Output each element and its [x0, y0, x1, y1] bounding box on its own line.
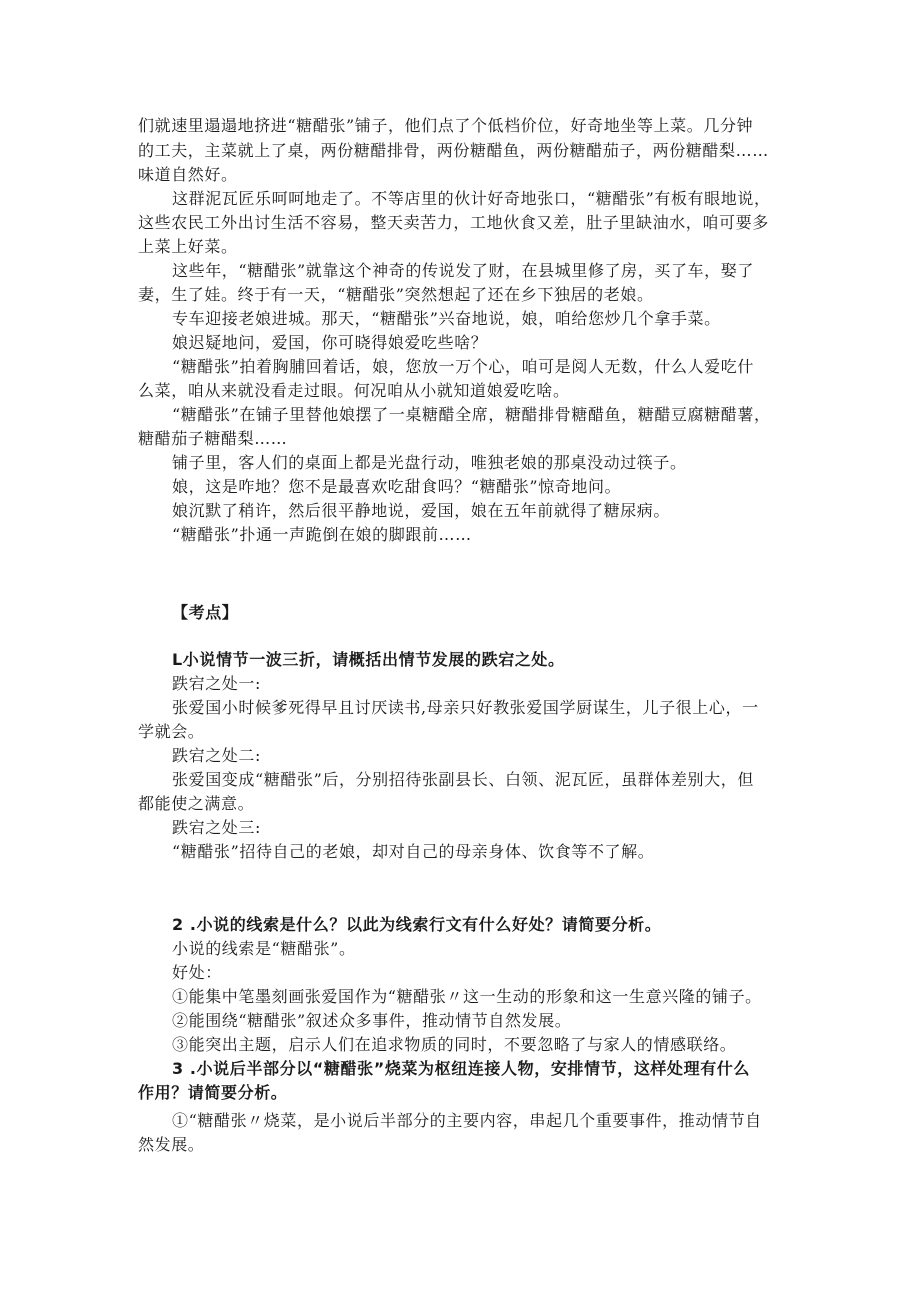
- story-line-10: 娘迟疑地问，爱国，你可晓得娘爱吃些啥？: [172, 333, 488, 352]
- story-line-17: 娘沉默了稍许，然后很平静地说，爱国，娘在五年前就得了糖尿病。: [172, 501, 671, 520]
- answer-3-line-2: 然发展。: [138, 1135, 205, 1154]
- question-3-line-2: 作用？请简要分析。: [138, 1083, 288, 1102]
- answer-2-line-5: ③能突出主题，启示人们在追求物质的同时，不要忽略了与家人的情感联络。: [172, 1035, 737, 1054]
- answer-1-text-3: “糖醋张”招待自己的老娘，却对自己的母亲身体、饮食等不了解。: [172, 842, 655, 861]
- question-2: 2 .小说的线索是什么？以此为线索行文有什么好处？请简要分析。: [172, 915, 662, 934]
- answer-2-line-1: 小说的线索是“糖醋张”。: [172, 939, 356, 958]
- story-line-16: 娘，这是咋地？您不是最喜欢吃甜食吗？“糖醋张”惊奇地问。: [172, 477, 622, 496]
- answer-2-line-3: ①能集中笔墨刻画张爱国作为“糖醋张〃这一生动的形象和这一生意兴隆的铺子。: [172, 987, 762, 1006]
- answer-1-label-3: 跌宕之处三:: [172, 818, 261, 837]
- answer-1-text-1a: 张爱国小时候爹死得早且讨厌读书,母亲只好教张爱国学厨谋生，儿子很上心，一: [172, 698, 759, 717]
- answer-1-label-1: 跌宕之处一:: [172, 674, 261, 693]
- answer-1-label-2: 跌宕之处二:: [172, 746, 261, 765]
- story-line-4: 这群泥瓦匠乐呵呵地走了。不等店里的伙计好奇地张口，“糖醋张”有板有眼地说，: [172, 189, 771, 208]
- story-line-15: 铺子里，客人们的桌面上都是光盘行动，唯独老娘的那桌没动过筷子。: [172, 453, 687, 472]
- story-line-12: 么菜，咱从来就没看走过眼。何况咱从小就知道娘爱吃啥。: [138, 381, 570, 400]
- answer-1-text-1b: 学就会。: [138, 722, 205, 741]
- story-line-5: 这些农民工外出讨生活不容易，整天卖苦力，工地伙食又差，肚子里缺油水，咱可要多: [138, 213, 769, 232]
- story-line-18: “糖醋张”扑通一声跪倒在娘的脚跟前……: [172, 525, 472, 544]
- answer-2-line-2: 好处：: [172, 963, 222, 982]
- question-3-line-1: 3 .小说后半部分以“糖醋张”烧菜为枢纽连接人物，安排情节，这样处理有什么: [172, 1059, 751, 1078]
- section-heading-kaodian: 【考点】: [172, 603, 239, 622]
- story-line-7: 这些年，“糖醋张”就靠这个神奇的传说发了财，在县城里修了房，买了车，娶了: [172, 261, 754, 280]
- story-line-3: 味道自然好。: [138, 165, 238, 184]
- question-1: L小说情节一波三折，请概括出情节发展的跌宕之处。: [172, 650, 565, 669]
- story-line-2: 的工夫，主菜就上了桌，两份糖醋排骨，两份糖醋鱼，两份糖醋茄子，两份糖醋梨……: [138, 141, 769, 160]
- story-line-14: 糖醋茄子糖醋梨……: [138, 429, 288, 448]
- story-line-11: “糖醋张”拍着胸脯回着话，娘，您放一万个心，咱可是阅人无数，什么人爱吃什: [172, 357, 754, 376]
- answer-2-line-4: ②能围绕“糖醋张”叙述众多事件，推动情节自然发展。: [172, 1011, 572, 1030]
- story-line-8: 妻，生了娃。终于有一天，“糖醋张”突然想起了还在乡下独居的老娘。: [138, 285, 654, 304]
- story-line-13: “糖醋张”在铺子里替他娘摆了一桌糖醋全席，糖醋排骨糖醋鱼，糖醋豆腐糖醋薯，: [172, 405, 771, 424]
- answer-1-text-2a: 张爱国变成“糖醋张”后，分别招待张副县长、白领、泥瓦匠，虽群体差别大，但: [172, 770, 754, 789]
- answer-3-line-1: ①“糖醋张〃烧菜，是小说后半部分的主要内容，串起几个重要事件，推动情节自: [172, 1111, 762, 1130]
- story-line-9: 专车迎接老娘进城。那天，“糖醋张”兴奋地说，娘，咱给您炒几个拿手菜。: [172, 309, 721, 328]
- story-line-6: 上菜上好菜。: [138, 237, 238, 256]
- answer-1-text-2b: 都能使之满意。: [138, 794, 255, 813]
- story-line-1: 们就速里遢遢地挤进“糖醋张”铺子，他们点了个低档价位，好奇地坐等上菜。几分钟: [138, 116, 754, 135]
